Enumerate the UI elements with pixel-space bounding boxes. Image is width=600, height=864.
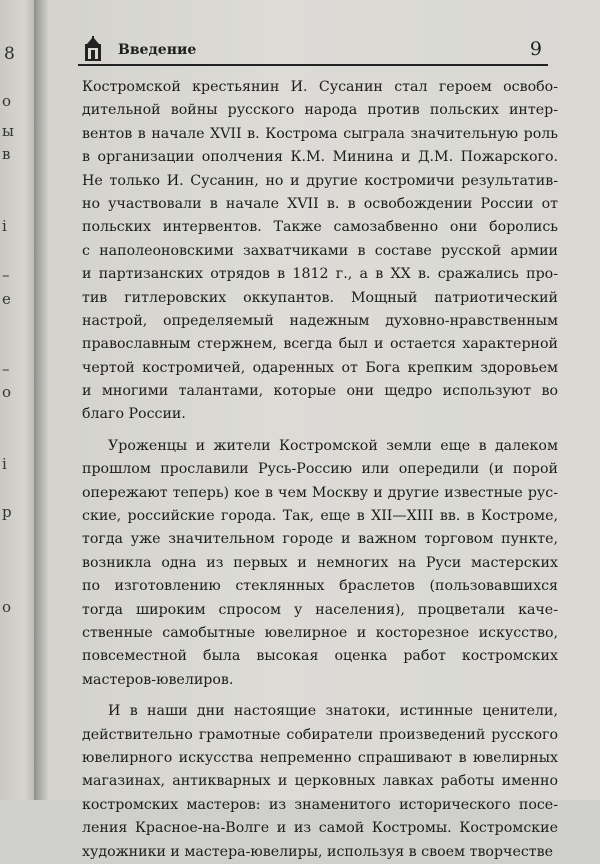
paragraph-gap [82, 427, 558, 435]
page-number: 9 [529, 38, 542, 60]
text-line: тогда широким спросом у населения), процветали каче- [82, 601, 558, 618]
text-line: ские, российские города. Так, еще в XII—XIII вв. в Костроме, [82, 508, 558, 525]
text-line: Костромской крестьянин И. Сусанин стал героем освобо- [82, 79, 558, 95]
text-line: настрой, определяемый надежным духовно-нравственным [82, 312, 558, 329]
paragraph [82, 435, 558, 692]
text-line: возникла одна из первых и немногих на Руси мастерских [82, 554, 558, 571]
text-line: чертой костромичей, одаренных от Бога крепким здоровьем [82, 359, 558, 376]
previous-page-fragment: і [2, 455, 7, 473]
previous-page-fragment: р [2, 503, 12, 521]
text-line: опережают теперь) кое в чем Москву и другие известные рус- [82, 484, 558, 501]
text-line: ления Красное-на-Волге и из самой Костромы. Костромские [82, 820, 558, 837]
text-line: Уроженцы и жители Костромской земли еще в далеком [108, 437, 558, 454]
text-line: художники и мастера-ювелиры, используя в своем творчестве [82, 843, 554, 860]
body-text [82, 76, 558, 864]
paragraph [82, 76, 558, 427]
section-title: Введение [118, 42, 197, 58]
running-header [78, 36, 548, 68]
previous-page-fragment: в [2, 145, 11, 163]
text-line: тив гитлеровских оккупантов. Мощный патриотический [82, 289, 558, 306]
text-line: мастеров-ювелиров. [82, 671, 234, 688]
text-line: благо России. [82, 406, 186, 423]
book-page [48, 0, 600, 860]
text-line: Не только И. Сусанин, но и другие костромичи результатив- [82, 172, 558, 189]
text-line: костромских мастеров: из знаменитого исторического посе- [82, 796, 558, 813]
text-line: православным стержнем, всегда был и остается характерной [82, 336, 558, 353]
text-line: и партизанских отрядов в 1812 г., а в XX в. сражались про- [82, 266, 558, 283]
previous-page-fragment: е [2, 290, 11, 308]
text-line: но участвовали в начале XVII в. в освобождении России от [82, 195, 558, 212]
text-line: тогда уже значительном городе и важном торговом пункте, [82, 531, 558, 548]
kremlin-tower-icon [82, 36, 104, 62]
header-rule [78, 64, 548, 66]
text-line: польских интервентов. Также самозабвенно они боролись [82, 219, 558, 236]
previous-page-edge [0, 0, 34, 800]
previous-page-number: 8 [4, 44, 15, 64]
text-line: по изготовлению стеклянных браслетов (пользовавшихся [82, 578, 558, 595]
previous-page-fragment: о [2, 598, 12, 616]
text-line: вентов в начале XVII в. Кострома сыграла значительную роль [82, 125, 558, 142]
previous-page-fragment: ы [2, 122, 14, 140]
text-line: ственные самобытные ювелирное и косторезное искусство, [82, 624, 558, 641]
text-line: И в наши дни настоящие знатоки, истинные ценители, [108, 703, 558, 720]
previous-page-fragment: – [2, 266, 10, 284]
text-line: и многими талантами, которые они щедро используют во [82, 383, 558, 400]
previous-page-fragment: – [2, 360, 10, 378]
book-spine [34, 0, 48, 800]
text-line: в организации ополчения К.М. Минина и Д.М. Пожарского. [82, 149, 558, 166]
text-line: действительно грамотные собиратели произведений русского [82, 726, 558, 743]
text-line: ювелирного искусства непременно спрашивают в ювелирных [82, 749, 558, 766]
text-line: повсеместной была высокая оценка работ костромских [82, 648, 558, 665]
paragraph-gap [82, 692, 558, 700]
previous-page-fragment: і [2, 217, 7, 235]
previous-page-fragment: о [2, 383, 12, 401]
previous-page-fragment: о [2, 92, 12, 110]
paragraph [82, 700, 558, 864]
text-line: дительной войны русского народа против польских интер- [82, 102, 558, 119]
text-line: прошлом прославили Русь-Россию или опередили (и порой [82, 461, 558, 478]
text-line: магазинах, антикварных и церковных лавках работы именно [82, 773, 558, 790]
text-line: с наполеоновскими захватчиками в составе русской армии [82, 242, 558, 259]
